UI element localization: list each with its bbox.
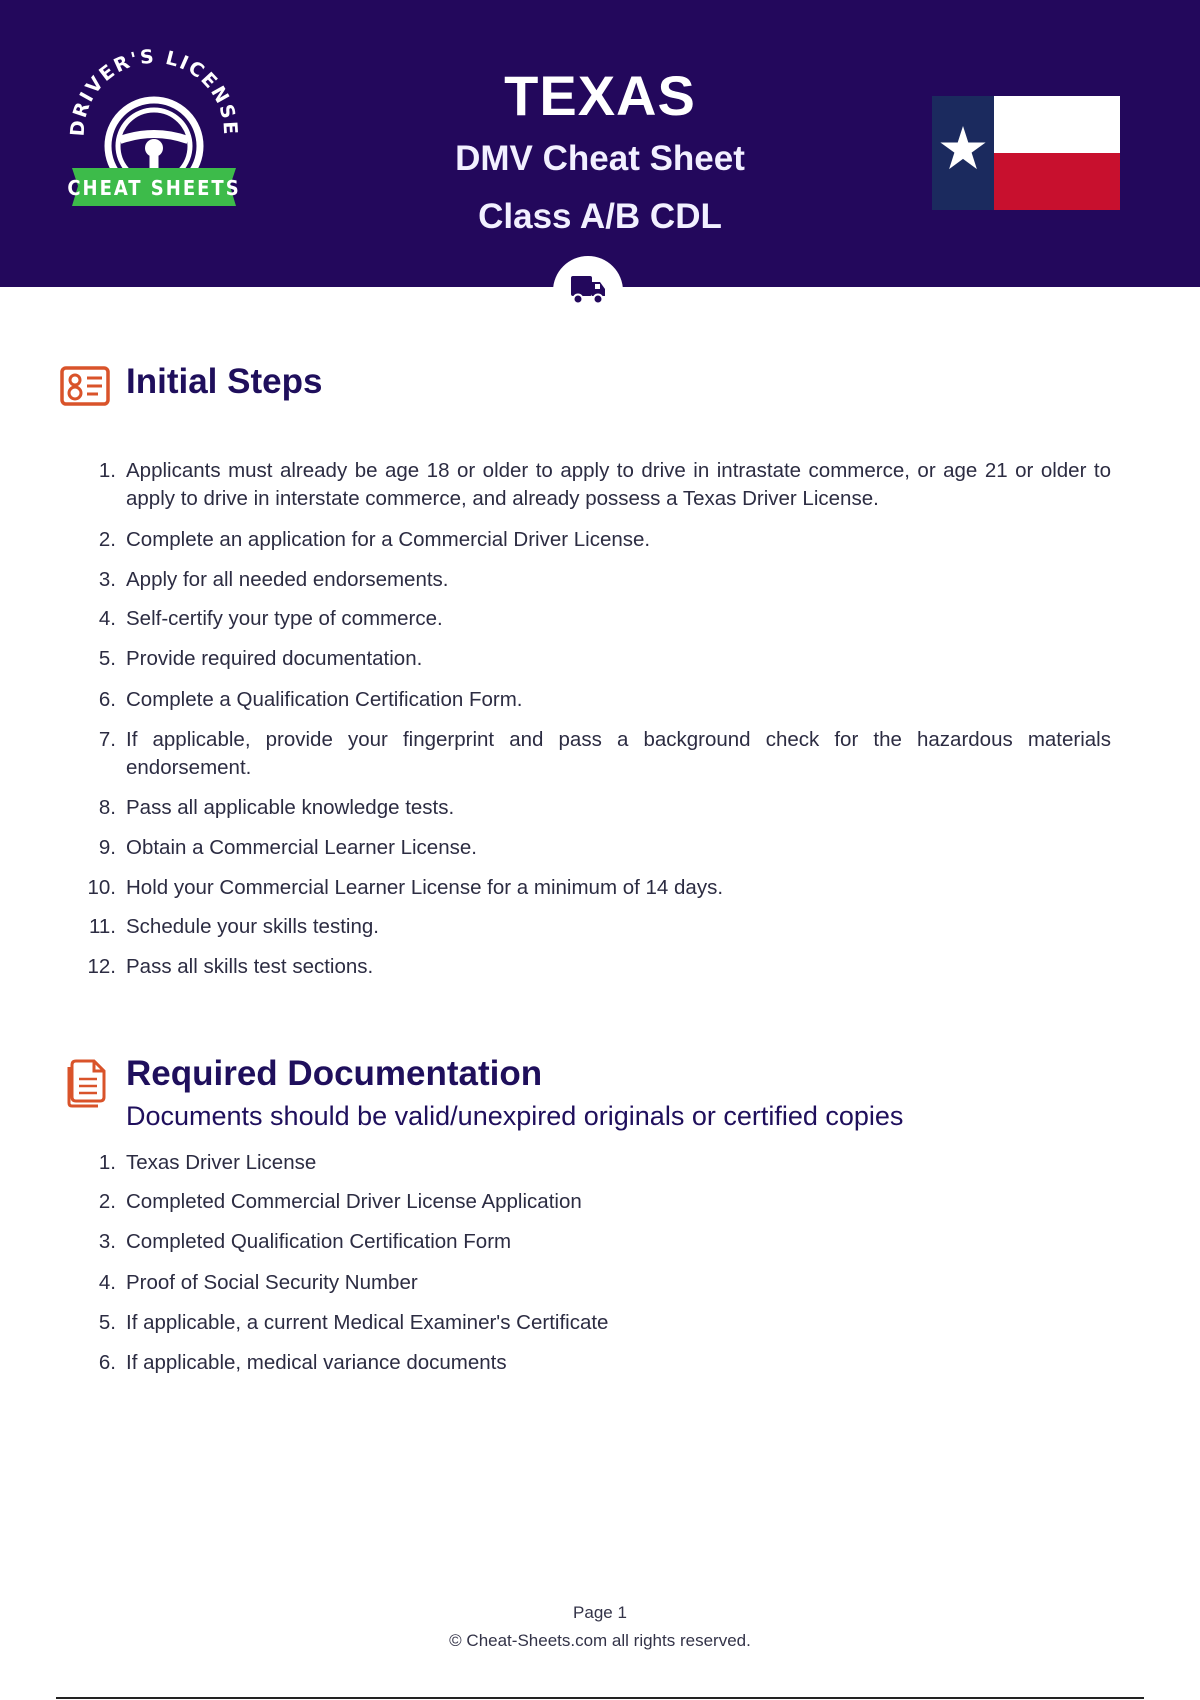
- cheat-sheets-logo: [64, 48, 244, 218]
- texas-flag-icon: [932, 96, 1120, 210]
- document-icon: [66, 1057, 110, 1109]
- list-item: 5. Provide required documentation.: [98, 647, 423, 670]
- license-class: Class A/B CDL: [478, 197, 722, 236]
- list-item: 8. Pass all applicable knowledge tests.: [98, 796, 455, 819]
- list-item: 11. Schedule your skills testing.: [89, 915, 379, 938]
- list-item: 5. If applicable, a current Medical Examiner's Certificate: [98, 1311, 609, 1334]
- section-title: Initial Steps: [126, 362, 323, 401]
- svg-text:DRIVER'S LICENSE: [67, 48, 242, 137]
- list-item: 1. Texas Driver License: [98, 1151, 317, 1174]
- copyright-text: © Cheat-Sheets.com all rights reserved.: [449, 1631, 751, 1650]
- truck-badge: [553, 256, 623, 326]
- list-item: 9. Obtain a Commercial Learner License.: [98, 836, 477, 859]
- list-item: 2. Complete an application for a Commercial Driver License.: [98, 528, 651, 551]
- list-item: 3. Apply for all needed endorsements.: [98, 568, 449, 591]
- bottom-divider: [56, 1697, 1144, 1699]
- list-item: 3. Completed Qualification Certification Form: [98, 1230, 512, 1253]
- list-item: 4. Self-certify your type of commerce.: [98, 607, 443, 630]
- title-block: [400, 62, 800, 246]
- list-item: 7. If applicable, provide your fingerprint and pass a background check for the hazardous materials endorsement.: [98, 728, 1111, 779]
- section-subtitle: Documents should be valid/unexpired originals or certified copies: [126, 1101, 904, 1131]
- section-title: Required Documentation: [126, 1054, 543, 1093]
- logo-arc-text: DRIVER'S LICENSE: [66, 48, 242, 138]
- page-header: [0, 0, 1200, 287]
- page-footer: [0, 1600, 1200, 1656]
- list-item: 12. Pass all skills test sections.: [87, 955, 374, 978]
- list-item: 4. Proof of Social Security Number: [98, 1271, 418, 1294]
- list-item: 6. If applicable, medical variance documents: [98, 1351, 507, 1374]
- page-title: TEXAS: [504, 64, 696, 127]
- id-card-icon: [60, 364, 110, 408]
- list-item: 2. Completed Commercial Driver License Application: [98, 1190, 582, 1213]
- list-item: 10. Hold your Commercial Learner License for a minimum of 14 days.: [87, 876, 724, 899]
- page-subtitle: DMV Cheat Sheet: [455, 139, 745, 178]
- truck-icon: [570, 274, 606, 308]
- logo-ribbon-text: CHEAT SHEETS: [67, 176, 241, 200]
- list-item: 6. Complete a Qualification Certification Form.: [98, 688, 523, 711]
- page-number: Page 1: [573, 1603, 627, 1622]
- list-item: 1. Applicants must already be age 18 or older to apply to drive in intrastate commerce, or age 21 or older to apply to drive in interstate commerce, and already possess a Texas Driver License.: [98, 459, 1111, 510]
